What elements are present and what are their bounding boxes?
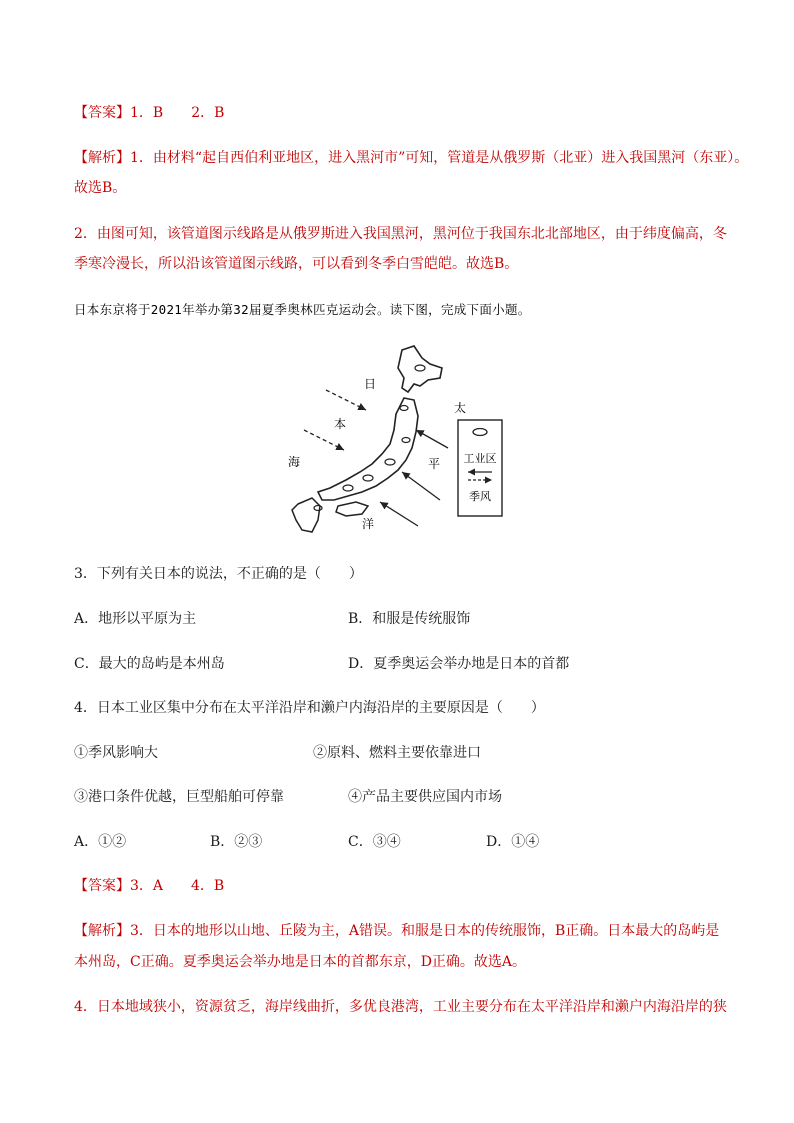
map-label-hai: 海 (288, 455, 301, 469)
map-label-ri: 日 (364, 377, 377, 391)
winter-monsoon-arrow (326, 390, 366, 410)
q4-statement-1: ①季风影响大 (74, 745, 158, 761)
legend-industry-label: 工业区 (463, 452, 497, 465)
hokkaido-island (398, 346, 442, 392)
shikoku-island (336, 502, 368, 516)
map-label-ben: 本 (334, 417, 347, 431)
question-4-stem: 4．日本工业区集中分布在太平洋沿岸和濑户内海沿岸的主要原因是（ ） (74, 700, 545, 716)
map-label-tai: 太 (454, 401, 467, 415)
question-3-stem: 3．下列有关日本的说法，不正确的是（ ） (74, 566, 363, 582)
honshu-island (318, 398, 418, 500)
summer-monsoon-arrow (380, 502, 418, 526)
legend-monsoon-label: 季风 (469, 490, 491, 503)
q4-option-b: B．②③ (210, 834, 263, 850)
q4-statement-3: ③港口条件优越，巨型船舶可停靠 (74, 789, 284, 805)
q4-statement-4: ④产品主要供应国内市场 (348, 789, 502, 805)
winter-monsoon-arrow (304, 430, 344, 450)
summer-monsoon-arrow (402, 472, 440, 500)
explanation-text: 1．由材料“起自西伯利亚地区，进入黑河市”可知，管道是从俄罗斯（北亚）进入我国黑河（东亚）。 (130, 150, 749, 166)
explanation-3-line-2: 本州岛，C正确。夏季奥运会举办地是日本的首都东京，D正确。故选A。 (74, 954, 527, 970)
answer-tag: 【答案】 (74, 878, 130, 894)
explanation-1-line-1 (74, 148, 749, 168)
q4-option-c: C．③④ (348, 834, 401, 850)
q3-option-b: B．和服是传统服饰 (348, 611, 471, 627)
explanation-3-line-1 (74, 921, 734, 941)
q4-option-d: D．①④ (486, 834, 540, 850)
explanation-tag: 【解析】 (74, 150, 130, 166)
answer-tag: 【答案】 (74, 105, 130, 121)
explanation-tag: 【解析】 (74, 923, 130, 939)
japan-map-figure (268, 340, 528, 540)
explanation-text: 3．日本的地形以山地、丘陵为主，A错误。和服是日本的传统服饰，B正确。日本最大的岛屿是 (130, 923, 720, 939)
explanation-1-line-2: 故选B。 (74, 180, 127, 196)
map-label-yang: 洋 (362, 517, 375, 531)
question-intro: 日本东京将于2021年举办第32届夏季奥林匹克运动会。读下图，完成下面小题。 (74, 302, 531, 317)
q3-option-c: C．最大的岛屿是本州岛 (74, 656, 225, 672)
summer-monsoon-arrow (416, 430, 448, 448)
explanation-2-line-1: 2．由图可知，该管道图示线路是从俄罗斯进入我国黑河，黑河位于我国东北北部地区，由于纬度偏高，冬 (74, 226, 727, 242)
q3-option-a: A．地形以平原为主 (74, 611, 197, 627)
answer-text: 1．B 2．B (130, 105, 225, 121)
answer-text: 3．A 4．B (130, 878, 225, 894)
q3-option-d: D．夏季奥运会举办地是日本的首都 (348, 656, 570, 672)
answer-line-1 (74, 103, 734, 123)
map-label-ping: 平 (428, 457, 441, 471)
answer-line-2 (74, 876, 734, 896)
kyushu-island (292, 498, 320, 532)
explanation-2-line-2: 季寒冷漫长，所以沿该管道图示线路，可以看到冬季白雪皑皑。故选B。 (74, 256, 519, 272)
q4-statement-2: ②原料、燃料主要依靠进口 (313, 745, 481, 761)
q4-option-a: A．①② (74, 834, 127, 850)
explanation-4-line-1: 4．日本地域狭小，资源贫乏，海岸线曲折，多优良港湾，工业主要分布在太平洋沿岸和濑户内海沿岸的狭 (74, 999, 727, 1015)
map-legend (458, 420, 502, 516)
